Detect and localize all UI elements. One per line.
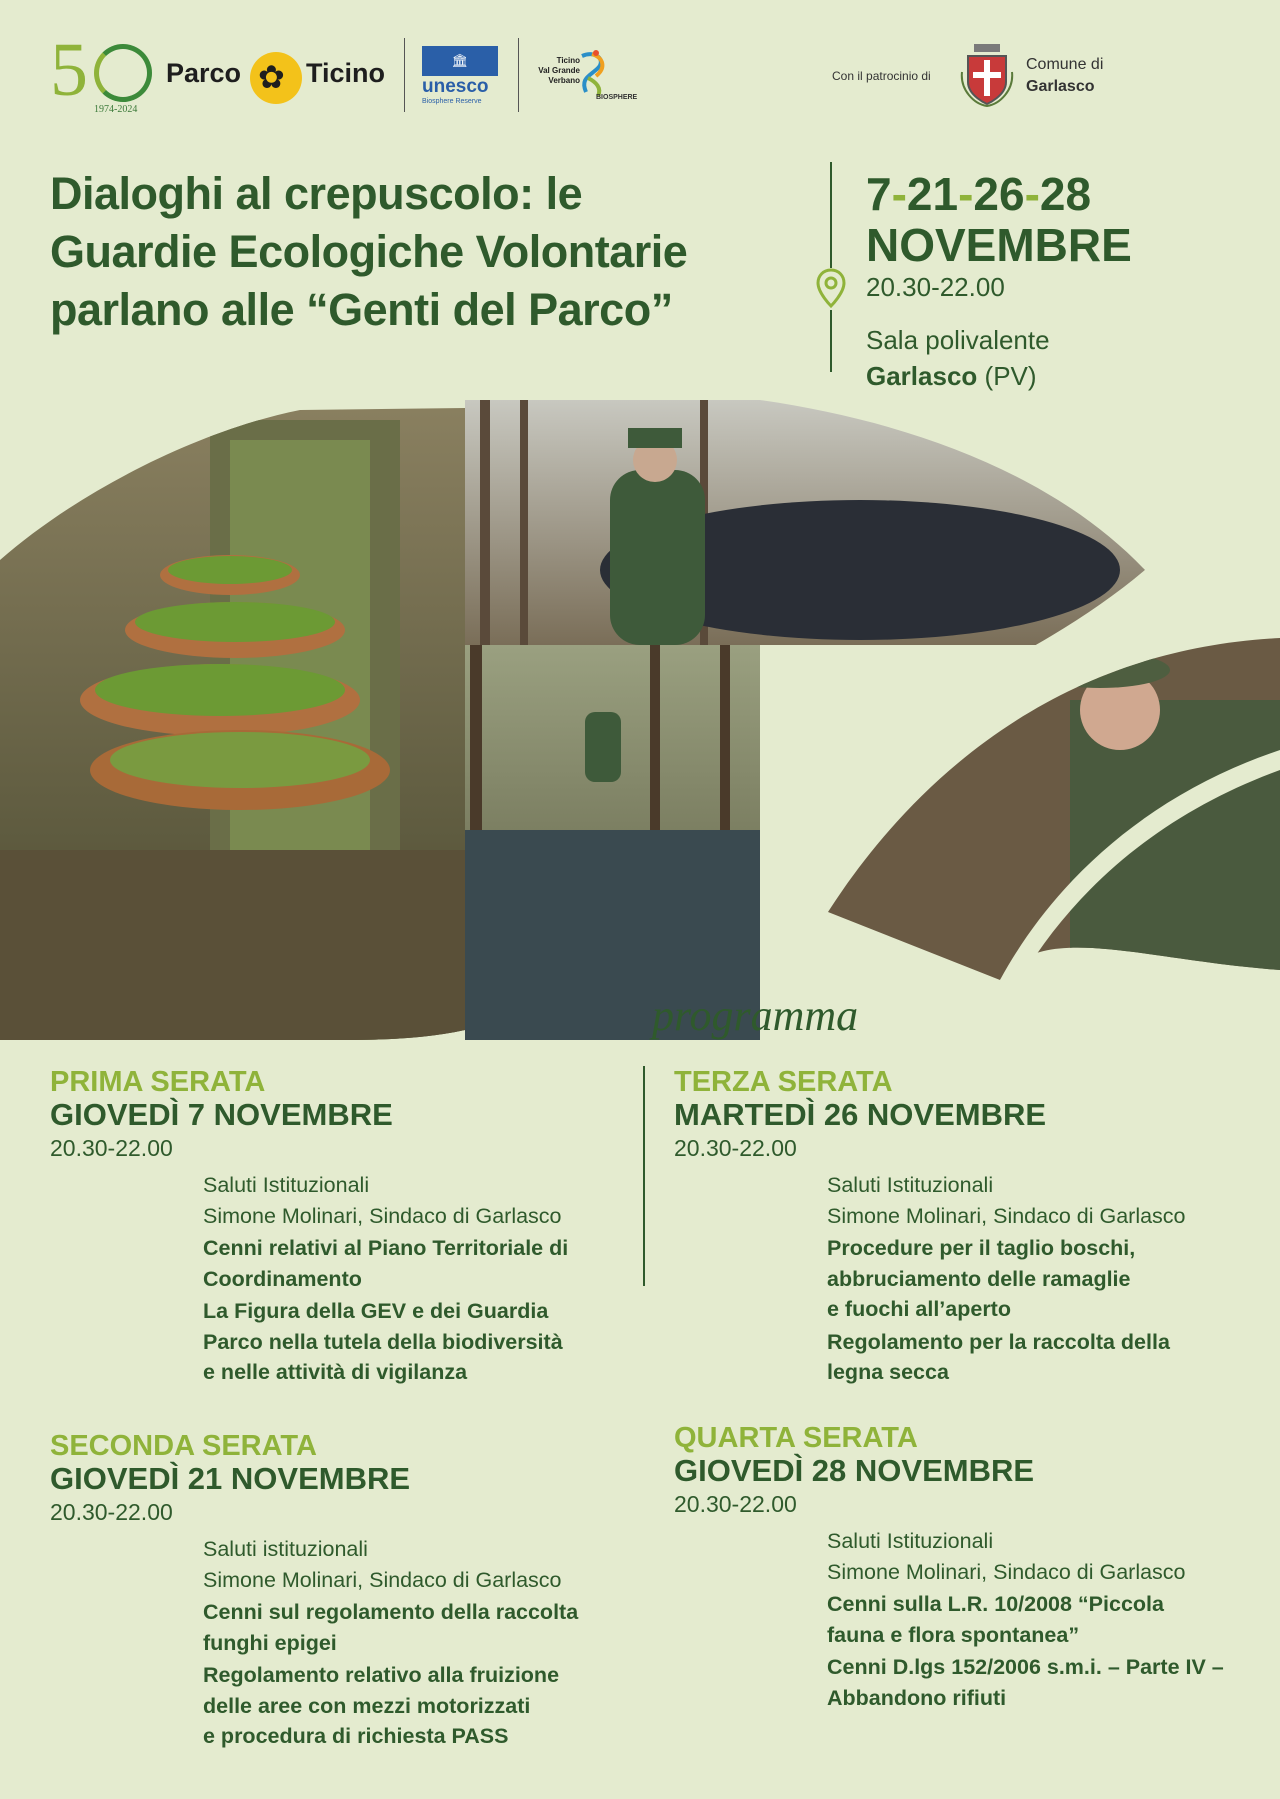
venue-province: (PV)	[984, 361, 1037, 391]
topic: Cenni relativi al Piano Territoriale di Coordinamento	[203, 1236, 569, 1291]
parco-ticino-mark-icon: ✿	[250, 52, 302, 104]
serata-name: PRIMA SERATA	[50, 1066, 266, 1098]
topic: Regolamento relativo alla fruizione delle aree con mezzi motorizzati e procedura di richiesta PASS	[203, 1663, 560, 1748]
title-line: Dialoghi al crepuscolo: le	[50, 168, 583, 219]
anniversary-years: 1974-2024	[94, 104, 138, 115]
saluti: Saluti Istituzionali	[203, 1173, 370, 1197]
title-line: parlano alle “Genti del Parco”	[50, 284, 673, 335]
speaker: Simone Molinari, Sindaco di Garlasco	[203, 1203, 562, 1228]
biosphere-icon	[576, 48, 610, 98]
anniversary-five: 5	[50, 28, 88, 112]
unesco-temple-icon: 🏛	[422, 46, 498, 76]
saluti: Saluti istituzionali	[203, 1537, 368, 1561]
serata-hours: 20.30-22.00	[674, 1135, 797, 1161]
speaker: Simone Molinari, Sindaco di Garlasco	[827, 1203, 1186, 1228]
speaker: Simone Molinari, Sindaco di Garlasco	[203, 1567, 562, 1592]
photo-collage	[0, 400, 1280, 1040]
logo-divider	[518, 38, 519, 112]
biosphere-label: BIOSPHERE	[596, 94, 638, 101]
topic: Cenni sulla L.R. 10/2008 “Piccola fauna e flora spontanea”	[827, 1592, 1164, 1647]
anniversary-logo	[50, 28, 150, 118]
serata-items	[203, 1534, 630, 1752]
venue-line1: Sala polivalente	[866, 325, 1050, 355]
saluti: Saluti Istituzionali	[827, 1529, 994, 1553]
photo-guard	[820, 630, 1280, 990]
event-hours: 20.30-22.00	[866, 272, 1005, 302]
serata-3	[674, 1066, 1264, 1388]
serata-items	[827, 1170, 1264, 1388]
serata-day: GIOVEDÌ 7 NOVEMBRE	[50, 1097, 393, 1132]
serata-items	[203, 1170, 630, 1388]
serata-hours: 20.30-22.00	[674, 1491, 797, 1517]
event-dates: 7-21-26-28	[866, 168, 1092, 220]
unesco-sub: Biosphere Reserve	[422, 98, 482, 105]
stemma-icon	[960, 42, 1014, 108]
serata-2	[50, 1430, 630, 1752]
event-title	[50, 165, 810, 339]
event-venue	[866, 322, 1050, 394]
speaker: Simone Molinari, Sindaco di Garlasco	[827, 1559, 1186, 1584]
event-month: NOVEMBRE	[866, 219, 1132, 271]
location-pin-icon	[815, 268, 847, 310]
serata-4	[674, 1422, 1264, 1713]
logo-divider	[404, 38, 405, 112]
title-line: Guardie Ecologiche Volontarie	[50, 226, 688, 277]
serata-day: GIOVEDÌ 28 NOVEMBRE	[674, 1453, 1035, 1488]
serata-items	[827, 1526, 1264, 1713]
serata-day: GIOVEDÌ 21 NOVEMBRE	[50, 1461, 411, 1496]
serata-name: TERZA SERATA	[674, 1066, 893, 1098]
serata-hours: 20.30-22.00	[50, 1499, 173, 1525]
column-divider	[643, 1066, 645, 1286]
anniversary-zero-ring	[94, 44, 152, 102]
parco-ticino-left: Parco	[166, 58, 242, 88]
topic: Regolamento per la raccolta della legna secca	[827, 1329, 1170, 1384]
serata-day: MARTEDÌ 26 NOVEMBRE	[674, 1097, 1047, 1132]
serata-name: SECONDA SERATA	[50, 1430, 317, 1462]
topic: Procedure per il taglio boschi, abbruciamento delle ramaglie e fuochi all’aperto	[827, 1236, 1136, 1321]
topic: La Figura della GEV e dei Guardia Parco nella tutela della biodiversità e nelle attività di vigilanza	[203, 1299, 563, 1384]
topic: Cenni sul regolamento della raccolta funghi epigei	[203, 1600, 579, 1655]
serata-name: QUARTA SERATA	[674, 1422, 918, 1454]
parco-ticino-right: Ticino	[306, 58, 386, 88]
topic: Cenni D.lgs 152/2006 s.m.i. – Parte IV – Abbandono rifiuti	[827, 1655, 1224, 1710]
title-divider	[830, 162, 832, 372]
unesco-label: unesco	[422, 76, 489, 97]
saluti: Saluti Istituzionali	[827, 1173, 994, 1197]
biosphere-names: Ticino Val Grande Verbano	[538, 56, 580, 85]
comune-line2: Garlasco	[1026, 78, 1095, 95]
serata-hours: 20.30-22.00	[50, 1135, 173, 1161]
comune-line1: Comune di	[1026, 56, 1104, 73]
venue-city: Garlasco	[866, 361, 978, 391]
programma-heading: programma	[652, 991, 859, 1040]
serata-1	[50, 1066, 630, 1388]
comune-label	[1026, 54, 1103, 98]
patrocinio-label: Con il patrocinio di	[832, 69, 931, 83]
